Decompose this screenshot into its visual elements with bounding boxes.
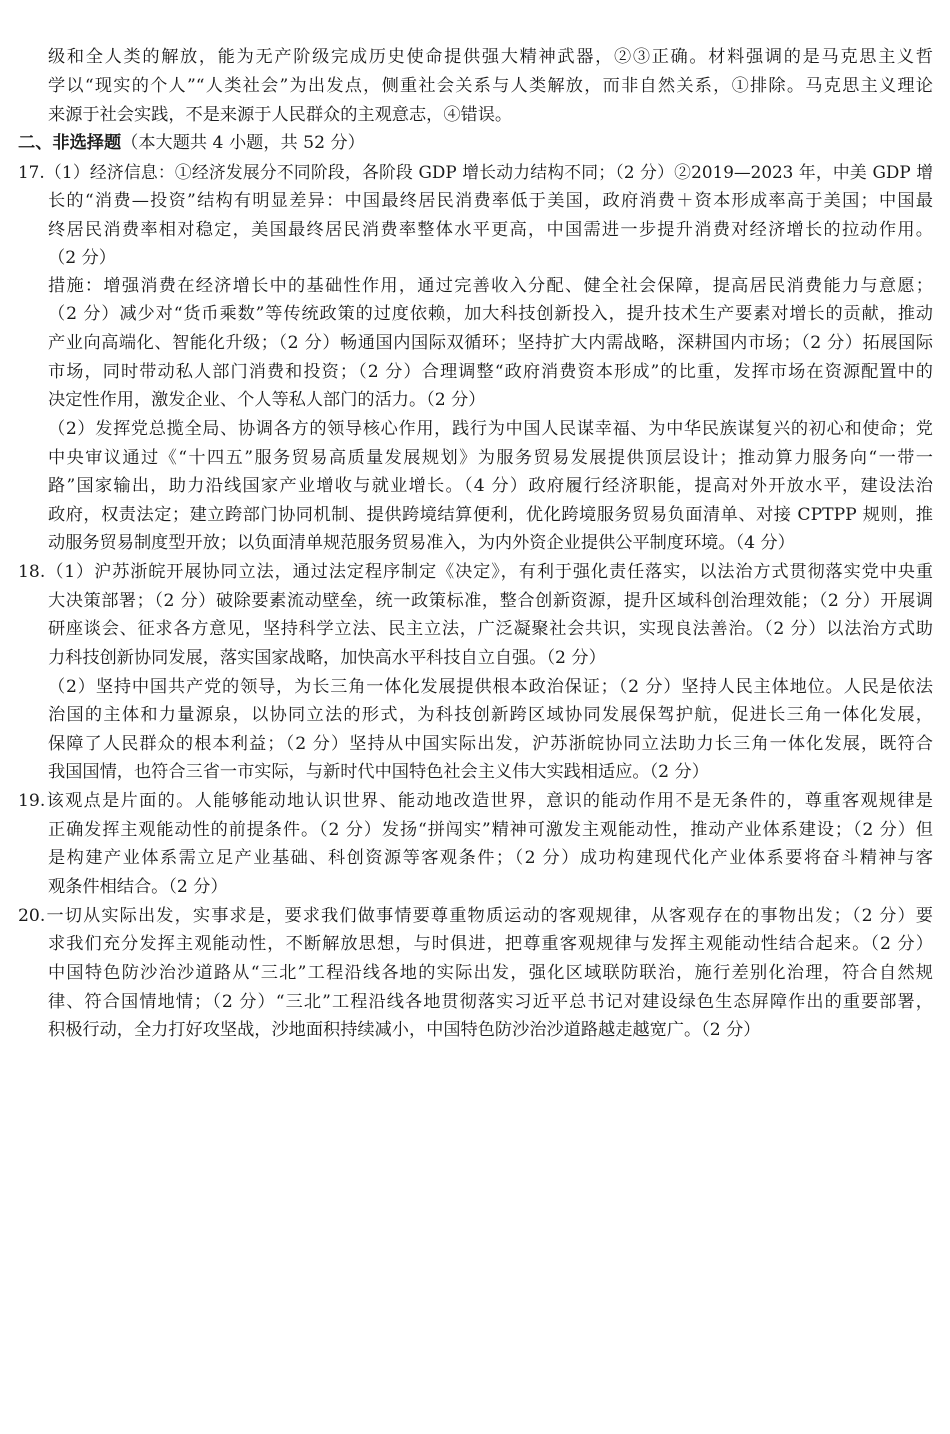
text-line: 律、符合国情地情；（2 分）“三北”工程沿线各地贯彻落实习近平总书记对建设绿色生态屏障作出的重要部署， bbox=[48, 992, 933, 1012]
text-line: 我国国情，也符合三省一市实际，与新时代中国特色社会主义伟大实践相适应。（2 分） bbox=[48, 762, 709, 782]
text-line: 动服务贸易制度型开放；以负面清单规范服务贸易准入，为内外资企业提供公平制度环境。（4 分） bbox=[48, 533, 795, 553]
text-line: 决定性作用，激发企业、个人等私人部门的活力。（2 分） bbox=[48, 390, 486, 410]
text-line: 观条件相结合。（2 分） bbox=[48, 877, 228, 897]
text-line: 大决策部署；（2 分）破除要素流动壁垒，统一政策标准，整合创新资源，提升区域科创治理效能；（2 分）开展调 bbox=[48, 591, 933, 611]
text-line: （2）发挥党总揽全局、协调各方的领导核心作用，践行为中国人民谋幸福、为中华民族谋复兴的初心和使命；党 bbox=[48, 419, 933, 439]
text-line: （2 分） bbox=[48, 248, 116, 268]
section-heading-title: 二、非选择题 bbox=[18, 133, 122, 153]
text-line: 17.（1）经济信息：①经济发展分不同阶段，各阶段 GDP 增长动力结构不同；（2 分）②2019—2023 年，中美 GDP 增 bbox=[18, 162, 933, 182]
text-line: 是构建产业体系需立足产业基础、科创资源等客观条件；（2 分）成功构建现代化产业体系要将奋斗精神与客 bbox=[48, 848, 933, 868]
text-line: 正确发挥主观能动性的前提条件。（2 分）发扬“拼闯实”精神可激发主观能动性，推动产业体系建设；（2 分）但 bbox=[48, 820, 933, 840]
text-line: （2）坚持中国共产党的领导，为长三角一体化发展提供根本政治保证；（2 分）坚持人民主体地位。人民是依法 bbox=[48, 677, 933, 697]
text-line: 19.该观点是片面的。人能够能动地认识世界、能动地改造世界，意识的能动作用不是无条件的，尊重客观规律是 bbox=[18, 791, 933, 811]
text-line: （2 分）减少对“货币乘数”等传统政策的过度依赖，加大科技创新投入，提升技术生产要素对增长的贡献，推动 bbox=[48, 304, 933, 324]
text-line: 长的“消费—投资”结构有明显差异：中国最终居民消费率低于美国，政府消费＋资本形成率高于美国；中国最 bbox=[48, 191, 933, 211]
text-line: 产业向高端化、智能化升级；（2 分）畅通国内国际双循环；坚持扩大内需战略，深耕国内市场；（2 分）拓展国际 bbox=[48, 333, 933, 353]
text-line: 18.（1）沪苏浙皖开展协同立法，通过法定程序制定《决定》，有利于强化责任落实，以法治方式贯彻落实党中央重 bbox=[18, 562, 933, 582]
text-line: 求我们充分发挥主观能动性，不断解放思想，与时俱进，把尊重客观规律与发挥主观能动性结合起来。（2 分） bbox=[48, 934, 933, 954]
text-line: 措施：增强消费在经济增长中的基础性作用，通过完善收入分配、健全社会保障，提高居民消费能力与意愿； bbox=[48, 276, 933, 296]
text-line: 中国特色防沙治沙道路从“三北”工程沿线各地的实际出发，强化区域联防联治，施行差别化治理，符合自然规 bbox=[48, 963, 933, 983]
text-line: 来源于社会实践，不是来源于人民群众的主观意志，④错误。 bbox=[48, 105, 513, 125]
text-line: 积极行动，全力打好攻坚战，沙地面积持续减小，中国特色防沙治沙道路越走越宽广。（2 分） bbox=[48, 1020, 761, 1040]
text-line: 研座谈会、征求各方意见，坚持科学立法、民主立法，广泛凝聚社会共识，实现良法善治。（2 分）以法治方式助 bbox=[48, 619, 933, 639]
text-line: 治国的主体和力量源泉，以协同立法的形式，为科技创新跨区域协同发展保驾护航，促进长三角一体化发展， bbox=[48, 705, 933, 725]
text-line: 中央审议通过《“十四五”服务贸易高质量发展规划》为服务贸易发展提供顶层设计；推动算力服务向“一带一 bbox=[48, 448, 933, 468]
section-heading bbox=[18, 128, 365, 158]
text-line: 学以“现实的个人”“人类社会”为出发点，侧重社会关系与人类解放，而非自然关系，①排除。马克思主义理论 bbox=[48, 76, 933, 96]
text-line: 20.一切从实际出发，实事求是，要求我们做事情要尊重物质运动的客观规律，从客观存在的事物出发；（2 分）要 bbox=[18, 906, 933, 926]
text-line: 保障了人民群众的根本利益；（2 分）坚持从中国实际出发，沪苏浙皖协同立法助力长三角一体化发展，既符合 bbox=[48, 734, 933, 754]
text-line: 级和全人类的解放，能为无产阶级完成历史使命提供强大精神武器，②③正确。材料强调的是马克思主义哲 bbox=[48, 47, 933, 67]
section-heading-note: （本大题共 4 小题，共 52 分） bbox=[121, 133, 365, 153]
text-line: 路”国家输出，助力沿线国家产业增收与就业增长。（4 分）政府履行经济职能，提高对外开放水平，建设法治 bbox=[48, 476, 933, 496]
text-line: 力科技创新协同发展，落实国家战略，加快高水平科技自立自强。（2 分） bbox=[48, 648, 606, 668]
text-line: 终居民消费率相对稳定，美国最终居民消费率整体水平更高，中国需进一步提升消费对经济增长的拉动作用。 bbox=[48, 220, 933, 240]
text-line: 政府，权责法定；建立跨部门协同机制、提供跨境结算便利，优化跨境服务贸易负面清单、对接 CPTPP 规则，推 bbox=[48, 505, 933, 525]
text-line: 市场，同时带动私人部门消费和投资；（2 分）合理调整“政府消费资本形成”的比重，发挥市场在资源配置中的 bbox=[48, 362, 933, 382]
